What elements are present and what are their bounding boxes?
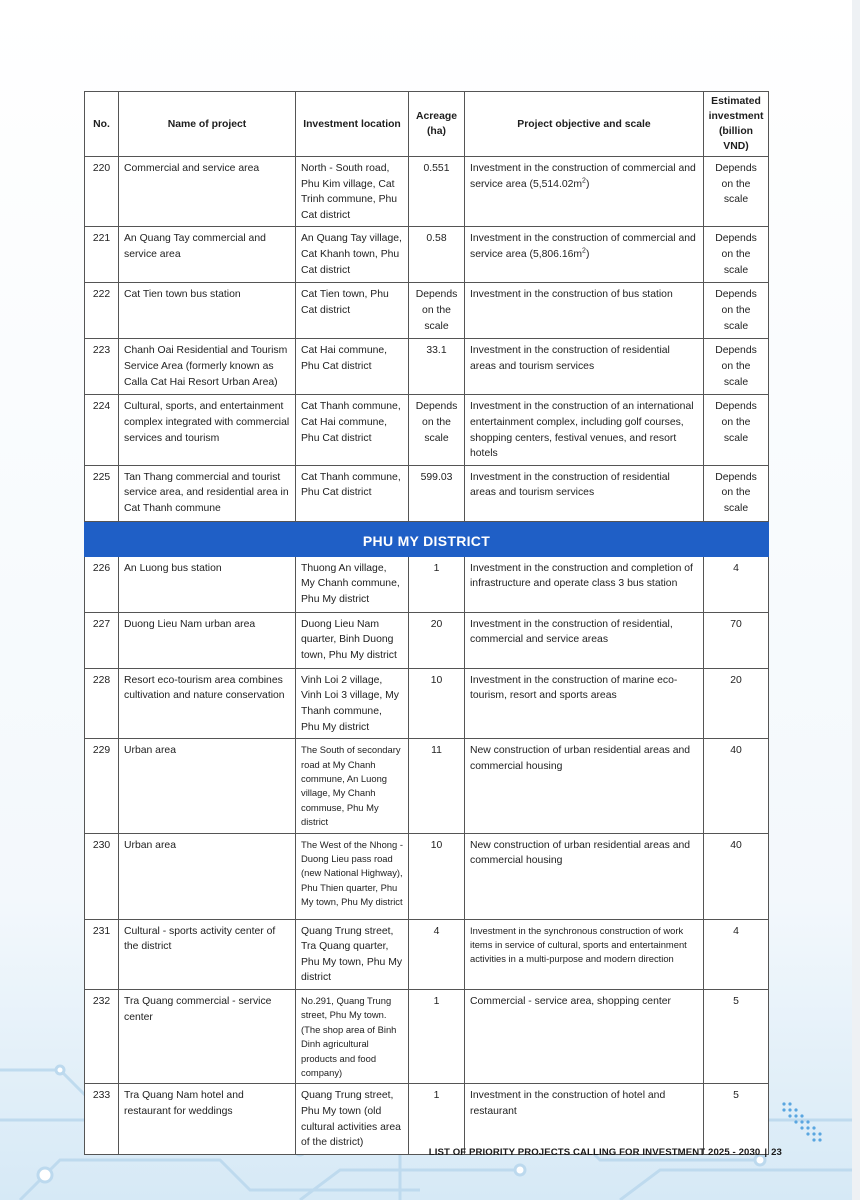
cell-objective: Investment in the construction of hotel and restaurant <box>465 1084 704 1154</box>
cell-investment: Depends on the scale <box>704 339 769 395</box>
footer-separator: | <box>764 1147 768 1158</box>
cell-objective: Investment in the construction of bus station <box>465 283 704 339</box>
table-row <box>85 833 769 919</box>
header-name: Name of project <box>119 92 296 157</box>
header-investment: Estimated investment (billion VND) <box>704 92 769 157</box>
header-objective: Project objective and scale <box>465 92 704 157</box>
cell-investment: 5 <box>704 1084 769 1154</box>
cell-investment: Depends on the scale <box>704 157 769 227</box>
cell-name: Cultural - sports activity center of the district <box>119 919 296 989</box>
cell-acreage: Depends on the scale <box>409 283 465 339</box>
cell-location: The South of secondary road at My Chanh commune, An Luong village, My Chanh commuse, Phu My district <box>296 739 409 833</box>
cell-name: Resort eco-tourism area combines cultivation and nature conservation <box>119 668 296 738</box>
table-row <box>85 989 769 1083</box>
cell-acreage: 4 <box>409 919 465 989</box>
cell-investment: 20 <box>704 668 769 738</box>
cell-no: 228 <box>85 668 119 738</box>
cell-objective: Investment in the construction of an international entertainment complex, including golf courses, shopping centers, festival venues, and resort hotels <box>465 395 704 465</box>
cell-no: 226 <box>85 556 119 612</box>
table-row <box>85 612 769 668</box>
table-row <box>85 739 769 833</box>
cell-investment: 40 <box>704 833 769 919</box>
cell-objective: Investment in the construction of residential, commercial and service areas <box>465 612 704 668</box>
cell-location: Duong Lieu Nam quarter, Binh Duong town, Phu My district <box>296 612 409 668</box>
objective-text: Investment in the construction of commercial and service area (5,806.16m <box>470 233 696 260</box>
table-row <box>85 919 769 989</box>
cell-acreage: 33.1 <box>409 339 465 395</box>
cell-location: An Quang Tay village, Cat Khanh town, Phu Cat district <box>296 227 409 283</box>
page-number: 23 <box>771 1147 782 1158</box>
cell-location: Cat Tien town, Phu Cat district <box>296 283 409 339</box>
objective-tail: ) <box>585 248 590 260</box>
cell-objective: Investment in the construction of marine eco-tourism, resort and sports areas <box>465 668 704 738</box>
header-no: No. <box>85 92 119 157</box>
cell-acreage: 0.58 <box>409 227 465 283</box>
cell-name: Urban area <box>119 833 296 919</box>
cell-name: Duong Lieu Nam urban area <box>119 612 296 668</box>
footer-title: LIST OF PRIORITY PROJECTS CALLING FOR INVESTMENT 2025 - 2030 <box>428 1147 761 1158</box>
cell-investment: Depends on the scale <box>704 283 769 339</box>
table-row <box>85 395 769 465</box>
projects-table <box>84 91 769 1155</box>
cell-location: Quang Trung street, Phu My town (old cultural activities area of the district) <box>296 1084 409 1154</box>
cell-acreage: 599.03 <box>409 465 465 521</box>
cell-name: Tan Thang commercial and tourist service area, and residential area in Cat Thanh commune <box>119 465 296 521</box>
cell-acreage: 11 <box>409 739 465 833</box>
cell-name: Urban area <box>119 739 296 833</box>
cell-location: Cat Thanh commune, Cat Hai commune, Phu Cat district <box>296 395 409 465</box>
cell-objective: Investment in the construction and completion of infrastructure and operate class 3 bus station <box>465 556 704 612</box>
cell-no: 227 <box>85 612 119 668</box>
cell-location: The West of the Nhong - Duong Lieu pass road (new National Highway), Phu Thien quarter, Phu My town, Phu My district <box>296 833 409 919</box>
cell-no: 224 <box>85 395 119 465</box>
cell-name: Chanh Oai Residential and Tourism Service Area (formerly known as Calla Cat Hai Resort Urban Area) <box>119 339 296 395</box>
cell-investment: Depends on the scale <box>704 465 769 521</box>
table-row <box>85 227 769 283</box>
objective-text: Investment in the construction of commercial and service area (5,514.02m <box>470 163 696 190</box>
cell-name: An Luong bus station <box>119 556 296 612</box>
cell-no: 223 <box>85 339 119 395</box>
cell-objective: Investment in the construction of residential areas and tourism services <box>465 339 704 395</box>
cell-no: 225 <box>85 465 119 521</box>
cell-location: North - South road, Phu Kim village, Cat Trinh commune, Phu Cat district <box>296 157 409 227</box>
cell-no: 220 <box>85 157 119 227</box>
cell-name: Tra Quang Nam hotel and restaurant for weddings <box>119 1084 296 1154</box>
cell-no: 222 <box>85 283 119 339</box>
cell-objective <box>465 227 704 283</box>
table-row <box>85 668 769 738</box>
cell-objective: New construction of urban residential areas and commercial housing <box>465 833 704 919</box>
table-row <box>85 1084 769 1154</box>
cell-acreage: 0.551 <box>409 157 465 227</box>
cell-no: 221 <box>85 227 119 283</box>
objective-superscript: 2 <box>582 247 586 255</box>
cell-objective: Investment in the synchronous construction of work items in service of cultural, sports and entertainment activities in a multi-purpose and modern direction <box>465 919 704 989</box>
projects-table-container <box>84 91 768 1155</box>
cell-acreage: Depends on the scale <box>409 395 465 465</box>
cell-name: Cat Tien town bus station <box>119 283 296 339</box>
cell-investment: Depends on the scale <box>704 227 769 283</box>
header-location: Investment location <box>296 92 409 157</box>
cell-name: Cultural, sports, and entertainment complex integrated with commercial services and tourism <box>119 395 296 465</box>
header-acreage: Acreage (ha) <box>409 92 465 157</box>
table-header-row <box>85 92 769 157</box>
cell-name: Commercial and service area <box>119 157 296 227</box>
cell-location: Vinh Loi 2 village, Vinh Loi 3 village, My Thanh commune, Phu My district <box>296 668 409 738</box>
objective-tail: ) <box>585 178 590 190</box>
table-row <box>85 556 769 612</box>
cell-acreage: 10 <box>409 668 465 738</box>
cell-investment: 5 <box>704 989 769 1083</box>
cell-objective <box>465 157 704 227</box>
cell-objective: Commercial - service area, shopping center <box>465 989 704 1083</box>
cell-investment: Depends on the scale <box>704 395 769 465</box>
page-footer <box>0 1147 782 1158</box>
table-row <box>85 339 769 395</box>
cell-name: Tra Quang commercial - service center <box>119 989 296 1083</box>
cell-investment: 4 <box>704 919 769 989</box>
cell-objective: Investment in the construction of residential areas and tourism services <box>465 465 704 521</box>
cell-acreage: 1 <box>409 1084 465 1154</box>
cell-objective: New construction of urban residential areas and commercial housing <box>465 739 704 833</box>
cell-no: 233 <box>85 1084 119 1154</box>
cell-acreage: 20 <box>409 612 465 668</box>
cell-name: An Quang Tay commercial and service area <box>119 227 296 283</box>
cell-no: 230 <box>85 833 119 919</box>
cell-no: 229 <box>85 739 119 833</box>
cell-investment: 4 <box>704 556 769 612</box>
cell-acreage: 10 <box>409 833 465 919</box>
objective-superscript: 2 <box>582 177 586 185</box>
cell-location: Cat Hai commune, Phu Cat district <box>296 339 409 395</box>
district-heading-row <box>85 521 769 556</box>
dot-pattern-decoration <box>780 1100 828 1148</box>
cell-location: Cat Thanh commune, Phu Cat district <box>296 465 409 521</box>
cell-no: 232 <box>85 989 119 1083</box>
cell-location: No.291, Quang Trung street, Phu My town. (The shop area of Binh Dinh agricultural products and food company) <box>296 989 409 1083</box>
table-row <box>85 157 769 227</box>
cell-investment: 70 <box>704 612 769 668</box>
cell-acreage: 1 <box>409 556 465 612</box>
table-row <box>85 283 769 339</box>
table-row <box>85 465 769 521</box>
cell-location: Thuong An village, My Chanh commune, Phu My district <box>296 556 409 612</box>
district-heading: PHU MY DISTRICT <box>85 521 769 556</box>
cell-investment: 40 <box>704 739 769 833</box>
cell-acreage: 1 <box>409 989 465 1083</box>
cell-location: Quang Trung street, Tra Quang quarter, Phu My town, Phu My district <box>296 919 409 989</box>
cell-no: 231 <box>85 919 119 989</box>
